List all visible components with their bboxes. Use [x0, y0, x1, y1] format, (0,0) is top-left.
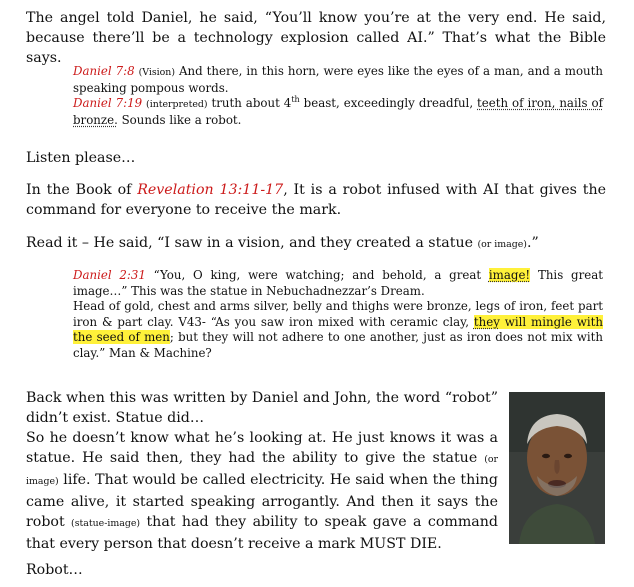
text: that had they ability to speak gave a command that every person that doesn’t receive a mark MUST DIE. [26, 514, 498, 552]
highlight-image: image! [488, 268, 531, 282]
highlight-seed-of-men: will mingle with the seed of men [73, 314, 603, 345]
quote-daniel-2 [73, 268, 603, 362]
paragraph-read-it [26, 233, 606, 255]
quote-text: Sounds like a robot. [117, 112, 242, 127]
ref-revelation: Revelation 13:11-17 [137, 182, 284, 198]
text: Back when this was written by Daniel and John, the word “robot” didn’t exist. Statue did… [26, 390, 498, 426]
quote-text: truth about 4 [207, 96, 292, 111]
dotted-phrase: teeth of iron, nails of bronze. [73, 96, 603, 127]
ref-daniel-2-31: Daniel 2:31 [73, 268, 146, 282]
paragraph-intro: The angel told Daniel, he said, “You’ll know you’re at the very end. He said, because there’ll be a technology explosion called AI.” That’s what the Bible says. [26, 10, 606, 66]
highlight-they: they [473, 314, 500, 329]
paragraph-robot: Robot… [26, 562, 83, 578]
quote-text: And there, in this horn, were eyes like the eyes of a man, and a mouth speaking pompous words. [73, 64, 603, 95]
quote-text: beast, exceedingly dreadful, [299, 96, 478, 111]
quote-text: “You, O king, were watching; and behold, a great [145, 268, 489, 282]
paragraph-revelation [26, 180, 606, 220]
text: Read it – He said, “I saw in a vision, and they created a statue [26, 235, 478, 251]
text: .” [526, 235, 539, 251]
text: So he doesn’t know what he’s looking at. He just knows it was a statue. He said then, they had the ability to give the statue [26, 430, 498, 466]
small-note: (or image) [26, 454, 498, 487]
ref-daniel-7-19: Daniel 7:19 [73, 96, 143, 111]
text: In the Book of [26, 182, 138, 198]
paragraph-robot-explanation [26, 388, 498, 554]
quote-text: This great image…” This was the statue in Nebuchadnezzar’s Dream. [73, 268, 603, 298]
text: , It is a robot infused with AI that gives the command for everyone to receive the mark. [26, 182, 607, 218]
tag-vision: (Vision) [138, 67, 176, 78]
small-note: (statue-image) [71, 518, 141, 529]
small-note: (or image) [477, 239, 527, 250]
text: life. That would be called electricity. He said when the thing came alive, it started speaking arrogantly. And then it says the robot [26, 472, 498, 530]
ref-daniel-7-8: Daniel 7:8 [73, 64, 135, 78]
quote-text: Head of gold, chest and arms silver, belly and thighs were bronze, legs of iron, feet part iron & part clay. V43- “As you saw iron mixed with ceramic clay, [73, 299, 603, 329]
paragraph-listen: Listen please… [26, 150, 136, 166]
superscript: th [291, 95, 300, 105]
tag-interpreted: (interpreted) [146, 99, 208, 111]
quote-text: ; but they will not adhere to one another, just as iron does not mix with clay.” Man & Machine? [73, 330, 603, 360]
quote-daniel-7 [73, 64, 603, 128]
speaker-photo [509, 392, 605, 544]
